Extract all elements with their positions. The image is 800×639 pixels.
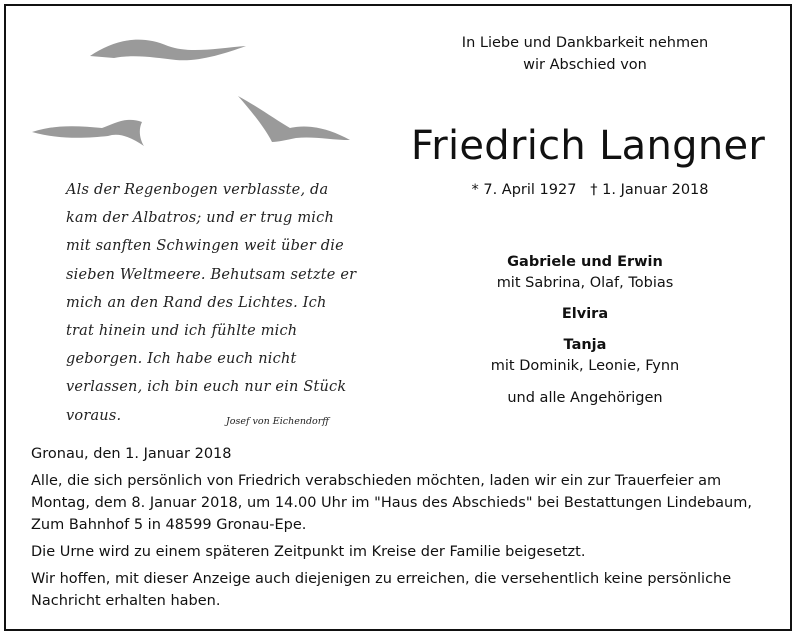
poem-line: trat hinein und ich fühlte mich [66, 323, 298, 340]
seagull-icon [32, 120, 144, 146]
birth-date: * 7. April 1927 [471, 182, 577, 198]
intro-line-2: wir Abschied von [523, 57, 647, 73]
mourner-group-names: Gabriele und Erwin [507, 254, 663, 270]
seagull-icon [238, 96, 350, 142]
deceased-name: Friedrich Langner [410, 123, 766, 169]
funeral-invitation: Alle, die sich persönlich von Friedrich verabschieden möchten, laden wir ein zur Trauerfeier am Montag, dem 8. Januar 2018, um 14.00 Uhr im "Haus des Abschieds" bei Bestattungen Lindebaum, Zum Bahnhof 5 in 48599 Gronau-Epe. [31, 473, 752, 533]
death-date: † 1. Januar 2018 [590, 182, 709, 198]
poem-line: verlassen, ich bin euch nur ein Stück [66, 379, 347, 396]
footer-text [31, 443, 771, 617]
intro-line-1: In Liebe und Dankbarkeit nehmen [461, 35, 709, 51]
seagull-icon [90, 40, 246, 61]
mourners-closing: und alle Angehörigen [507, 390, 663, 406]
mourner-group-names: Tanja [563, 337, 607, 353]
poem-line: sieben Weltmeere. Behutsam setzte er [66, 266, 357, 283]
urn-notice: Die Urne wird zu einem späteren Zeitpunkt im Kreise der Familie beigesetzt. [31, 544, 586, 560]
poem-line: Als der Regenbogen verblasste, da [66, 182, 329, 198]
poem-line: kam der Albatros; und er trug mich [66, 210, 334, 227]
poem-author: Josef von Eichendorff [226, 416, 330, 427]
poem [66, 176, 366, 430]
seagulls-illustration [28, 24, 368, 164]
poem-line: mit sanften Schwingen weit über die [66, 238, 344, 255]
intro-text [420, 32, 750, 76]
mourner-group-children: mit Sabrina, Olaf, Tobias [496, 275, 674, 291]
poem-line: mich an den Rand des Lichtes. Ich [66, 294, 327, 311]
mourners-list [420, 252, 750, 409]
life-dates [420, 180, 760, 200]
place-date: Gronau, den 1. Januar 2018 [31, 446, 232, 462]
poem-line: voraus. [66, 407, 122, 424]
poem-line: geborgen. Ich habe euch nicht [66, 351, 297, 368]
mourner-group-names: Elvira [561, 306, 609, 322]
mourner-group-children: mit Dominik, Leonie, Fynn [490, 358, 680, 374]
notification-note: Wir hoffen, mit dieser Anzeige auch diejenigen zu erreichen, die versehentlich keine persönliche Nachricht erhalten haben. [31, 571, 732, 609]
